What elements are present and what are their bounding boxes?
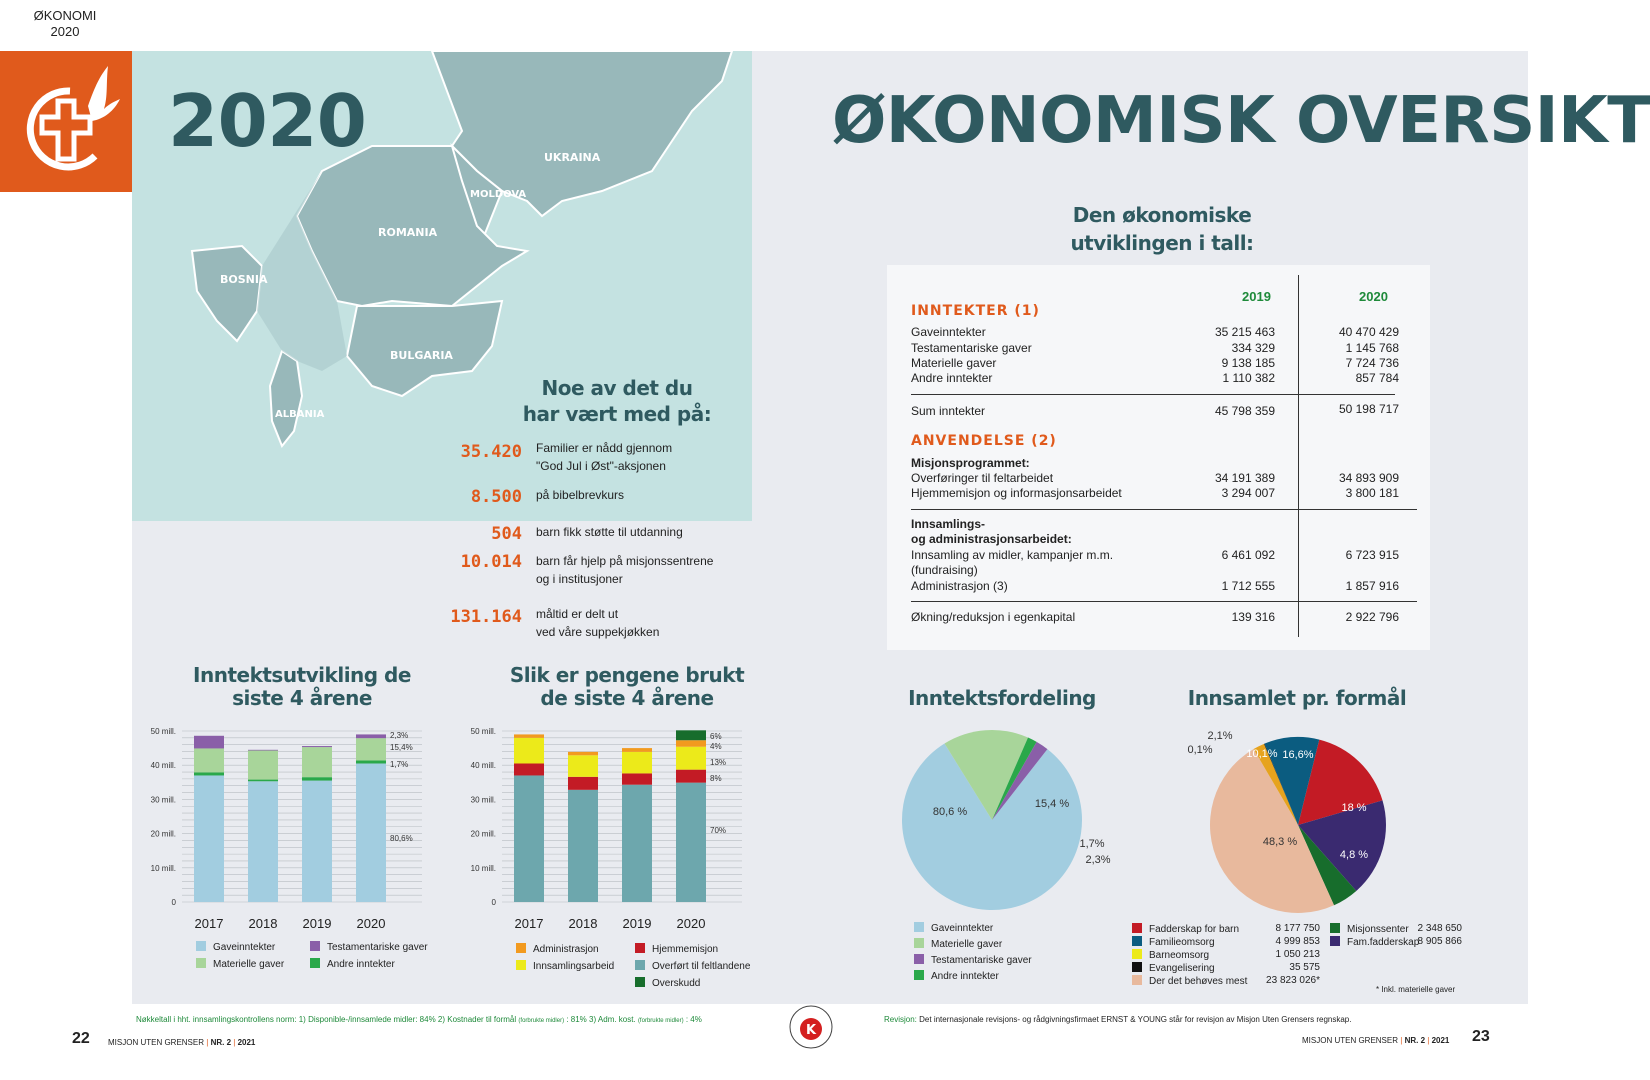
row-value-2020: 1 145 768 (1345, 341, 1399, 355)
magazine-line-right: MISJON UTEN GRENSER | NR. 2 | 2021 (1302, 1036, 1450, 1045)
legend-amount: 8 905 866 (1417, 936, 1462, 947)
row-value-2020: 34 893 909 (1338, 471, 1399, 485)
bar-segment (622, 785, 652, 902)
y-tick-label: 10 mill. (150, 863, 176, 873)
legend-item: Fadderskap for barn (1132, 923, 1239, 935)
row-value-2019: 334 329 (1231, 341, 1275, 355)
divider-line (911, 394, 1395, 395)
legend-item: Andre inntekter (914, 970, 999, 982)
pie2-title: Innsamlet pr. formål (1187, 686, 1407, 710)
income-bar-chart (140, 721, 440, 941)
legend-item: Administrasjon (516, 943, 599, 955)
row-value-2020: 857 784 (1355, 371, 1399, 385)
data-label: 15,4% (390, 743, 413, 752)
data-label: 8% (710, 774, 722, 783)
map-label-albania: ALBANIA (275, 409, 325, 420)
legend-item: Fam.fadderskap (1330, 936, 1419, 948)
map-label-ukraina: UKRAINA (544, 151, 601, 164)
y-tick-label: 10 mill. (470, 863, 496, 873)
section-label-line1: ØKONOMI (33, 8, 97, 23)
x-tick-label: 2020 (356, 916, 386, 931)
spread-background (132, 51, 1650, 1004)
column-divider (1298, 275, 1299, 637)
pie-label: 80,6 % (932, 806, 968, 818)
y-tick-label: 20 mill. (470, 829, 496, 839)
row-label: Overføringer til feltarbeidet (911, 471, 1054, 485)
data-label: 4% (710, 742, 722, 751)
divider-line (911, 601, 1417, 602)
bar-segment (622, 748, 652, 752)
stat-text (536, 552, 713, 588)
stat-text-line2: "God Jul i Øst"-aksjonen (536, 459, 666, 473)
stats-title-line2: har vært med på: (522, 402, 712, 426)
sum-label: Sum inntekter (911, 404, 986, 418)
bar-segment (356, 763, 386, 902)
x-tick-label: 2017 (514, 916, 544, 931)
row-value-2020: 40 470 429 (1338, 325, 1399, 339)
x-tick-label: 2018 (568, 916, 598, 931)
legend-amount: 8 177 750 (1275, 923, 1320, 934)
bar-segment (568, 777, 598, 790)
bar-segment (302, 781, 332, 902)
pie1-title: Inntektsfordeling (908, 686, 1096, 710)
bar-segment (676, 747, 706, 770)
legend-item: Overskudd (635, 977, 700, 989)
row-value-2019: 3 294 007 (1221, 486, 1275, 500)
data-label: 2,3% (390, 731, 409, 740)
bar-segment (356, 734, 386, 738)
spending-bar-chart (460, 721, 760, 941)
legend-item: Innsamlingsarbeid (516, 960, 614, 972)
table-title-line2: utviklingen i tall: (1070, 231, 1254, 255)
magazine-year: 2021 (1431, 1036, 1450, 1045)
financial-table (887, 265, 1430, 650)
row-value-2019: 34 191 389 (1214, 471, 1275, 485)
bar-segment (194, 736, 224, 749)
bar-segment (676, 730, 706, 740)
stat-text (536, 486, 624, 504)
pie-label: 18 % (1341, 802, 1367, 814)
innsamlingskontrollen-badge (788, 1004, 834, 1050)
bar-segment (194, 748, 224, 772)
row-value-2020: 1 857 916 (1345, 579, 1399, 593)
stat-text (536, 523, 683, 541)
row-value-2020: 7 724 736 (1345, 356, 1399, 370)
chart1-title (162, 664, 442, 710)
stat-text-line1: barn får hjelp på misjonssentrene (536, 554, 714, 568)
magazine-line-left: MISJON UTEN GRENSER | NR. 2 | 2021 (108, 1038, 256, 1047)
key-figures-text: : 4% (685, 1015, 702, 1024)
x-tick-label: 2020 (676, 916, 706, 931)
row-value-2019: 35 215 463 (1214, 325, 1275, 339)
chart1-title-line2: siste 4 årene (232, 686, 372, 710)
legend-item: Overført til feltlandene (635, 960, 750, 972)
bar-segment (356, 760, 386, 763)
legend-item: Hjemmemisjon (635, 943, 718, 955)
bar-segment (514, 775, 544, 902)
pie-label: 16,6% (1282, 749, 1314, 761)
revisjon-label: Revisjon: (884, 1015, 917, 1024)
pie-label: 4,8 % (1339, 849, 1369, 861)
stat-text-line1: på bibelbrevkurs (536, 488, 625, 502)
bar-segment (194, 772, 224, 775)
subheading-misjon: Misjonsprogrammet: (911, 456, 1030, 470)
data-label: 70% (710, 826, 727, 835)
subheading-admin: Innsamlings- (911, 517, 986, 531)
table-title-line1: Den økonomiske (1072, 203, 1252, 227)
x-tick-label: 2018 (248, 916, 278, 931)
k-seal-icon (788, 1004, 834, 1050)
stat-text-line2: ved våre suppekjøkken (536, 625, 660, 639)
stat-number: 10.014 (460, 552, 522, 572)
bar-segment (568, 790, 598, 902)
pie-label: 0,1% (1187, 744, 1213, 756)
key-figures-text: Nøkkeltall i hht. innsamlingskontrollens norm: 1) Disponible-/innsamlede midler: 84% 2) Kostnader til formål (136, 1015, 517, 1024)
pie-label: 2,1% (1207, 730, 1233, 742)
legend-item: Materielle gaver (914, 938, 1002, 950)
bar-segment (302, 747, 332, 777)
bar-segment (302, 746, 332, 747)
legend-item: Barneomsorg (1132, 949, 1209, 961)
divider-line (911, 509, 1417, 510)
bar-segment (622, 773, 652, 784)
pie-label: 2,3% (1085, 854, 1111, 866)
y-tick-label: 50 mill. (150, 727, 176, 736)
legend-amount: 4 999 853 (1275, 936, 1320, 947)
pie-label: 10,1% (1246, 748, 1278, 760)
bar-segment (676, 740, 706, 746)
stats-title (502, 375, 732, 427)
bar-segment (622, 752, 652, 774)
income-distribution-pie (892, 715, 1132, 915)
x-tick-label: 2019 (302, 916, 332, 931)
row-label: Hjemmemisjon og informasjonsarbeidet (911, 486, 1122, 500)
page-number-right: 23 (1472, 1028, 1490, 1045)
map-label-bosnia: BOSNIA (220, 273, 268, 286)
bar-segment (194, 775, 224, 902)
sum-value-2020: 50 198 717 (1338, 402, 1399, 416)
revisjon-text: Det internasjonale revisjons- og rådgivningsfirmaet ERNST & YOUNG står for revisjon av Misjon Uten Grensers regnskap. (919, 1015, 1352, 1024)
stat-number: 35.420 (460, 442, 522, 462)
chart2-title (492, 664, 762, 710)
key-figures-text: : 81% 3) Adm. kost. (566, 1015, 636, 1024)
bar-segment (514, 738, 544, 764)
stat-text (536, 439, 672, 475)
legend-item: Der det behøves mest (1132, 975, 1247, 987)
logo-badge (0, 51, 132, 192)
map-label-bulgaria: BULGARIA (390, 349, 453, 362)
row-value-2019: 1 110 382 (1222, 371, 1275, 385)
pie-label: 15,4 % (1034, 798, 1070, 810)
row-label: Testamentariske gaver (911, 341, 1032, 355)
pie-label: 1,7% (1079, 838, 1105, 850)
legend-amount: 2 348 650 (1417, 923, 1462, 934)
equity-value-2020: 2 922 796 (1345, 610, 1399, 624)
stat-text-line2: og i institusjoner (536, 572, 623, 586)
row-label-cont: (fundraising) (911, 563, 978, 577)
bar-segment (676, 783, 706, 902)
bar-segment (568, 755, 598, 777)
y-tick-label: 30 mill. (150, 795, 176, 805)
y-tick-label: 0 (171, 898, 176, 907)
magazine-name: MISJON UTEN GRENSER (108, 1038, 205, 1047)
col-header-2019: 2019 (1242, 289, 1271, 304)
stat-text-line1: måltid er delt ut (536, 607, 619, 621)
sum-value-2019: 45 798 359 (1214, 404, 1275, 418)
y-tick-label: 40 mill. (150, 761, 176, 771)
data-label: 80,6% (390, 834, 413, 843)
bar-segment (248, 750, 278, 779)
legend-amount: 1 050 213 (1275, 949, 1320, 960)
legend-item: Evangelisering (1132, 962, 1215, 974)
stat-text (536, 605, 659, 641)
section-anvendelse: ANVENDELSE (2) (911, 433, 1057, 449)
chart1-title-line1: Inntektsutvikling de (193, 663, 411, 687)
key-figures-small: (forbrukte midler) (637, 1018, 684, 1024)
collected-by-purpose-pie (1172, 715, 1412, 915)
legend-item: Familieomsorg (1132, 936, 1215, 948)
x-tick-label: 2019 (622, 916, 652, 931)
row-label: Innsamling av midler, kampanjer m.m. (911, 548, 1114, 562)
bar-segment (248, 781, 278, 902)
footer-revisjon (884, 1015, 1351, 1024)
section-label (20, 8, 110, 40)
row-value-2019: 9 138 185 (1221, 356, 1275, 370)
table-title (1012, 201, 1312, 257)
stat-number: 8.500 (470, 487, 522, 507)
row-value-2020: 6 723 915 (1345, 548, 1399, 562)
stat-text-line1: barn fikk støtte til utdanning (536, 525, 683, 539)
bar-segment (248, 750, 278, 751)
key-figures-small: (forbrukte midler) (518, 1018, 565, 1024)
row-value-2020: 3 800 181 (1345, 486, 1399, 500)
footnote: * Inkl. materielle gaver (1376, 985, 1456, 994)
bar-segment (568, 752, 598, 755)
y-tick-label: 50 mill. (470, 727, 496, 736)
main-title: ØKONOMISK OVERSIKT (832, 84, 1650, 158)
chart2-title-line1: Slik er pengene brukt (509, 663, 745, 687)
bar-segment (302, 777, 332, 780)
magazine-year: 2021 (237, 1038, 256, 1047)
legend-amount: 23 823 026* (1266, 975, 1320, 986)
equity-value-2019: 139 316 (1231, 610, 1275, 624)
stat-number: 504 (491, 524, 522, 544)
data-label: 13% (710, 758, 727, 767)
equity-label: Økning/reduksjon i egenkapital (911, 610, 1076, 624)
bar-segment (514, 763, 544, 775)
bar-segment (676, 770, 706, 783)
cross-dove-logo-icon (0, 51, 132, 192)
data-label: 6% (710, 732, 722, 741)
legend-item: Misjonssenter (1330, 923, 1409, 935)
row-label: Administrasjon (3) (911, 579, 1008, 593)
map-label-romania: ROMANIA (378, 226, 438, 239)
section-label-line2: 2020 (50, 24, 80, 39)
legend-item: Materielle gaver (196, 958, 284, 970)
stat-text-line1: Familier er nådd gjennom (536, 441, 673, 455)
bar-segment (356, 738, 386, 760)
pie-label: 48,3 % (1262, 836, 1298, 848)
stats-title-line1: Noe av det du (541, 376, 693, 400)
y-tick-label: 30 mill. (470, 795, 496, 805)
bar-segment (248, 780, 278, 782)
chart2-title-line2: de siste 4 årene (540, 686, 714, 710)
y-tick-label: 40 mill. (470, 761, 496, 771)
row-label: Andre inntekter (911, 371, 993, 385)
year-title: 2020 (168, 79, 367, 163)
data-label: 1,7% (390, 760, 409, 769)
row-value-2019: 1 712 555 (1221, 579, 1275, 593)
y-tick-label: 0 (491, 898, 496, 907)
magazine-issue: NR. 2 (210, 1038, 232, 1047)
row-label: Gaveinntekter (911, 325, 986, 339)
legend-item: Gaveinntekter (196, 941, 275, 953)
bar-segment (514, 734, 544, 737)
legend-item: Gaveinntekter (914, 922, 993, 934)
section-inntekter: INNTEKTER (1) (911, 303, 1040, 319)
legend-amount: 35 575 (1289, 962, 1320, 973)
map-label-moldova: MOLDOVA (470, 189, 527, 200)
col-header-2020: 2020 (1359, 289, 1388, 304)
magazine-issue: NR. 2 (1404, 1036, 1426, 1045)
x-tick-label: 2017 (194, 916, 224, 931)
row-label: Materielle gaver (911, 356, 997, 370)
legend-item: Testamentariske gaver (310, 941, 428, 953)
legend-item: Andre inntekter (310, 958, 395, 970)
stat-number: 131.164 (450, 607, 522, 627)
svg-text:K: K (805, 1023, 817, 1038)
subheading-admin-2: og administrasjonsarbeidet: (911, 532, 1072, 546)
row-value-2019: 6 461 092 (1221, 548, 1275, 562)
y-tick-label: 20 mill. (150, 829, 176, 839)
legend-item: Testamentariske gaver (914, 954, 1032, 966)
magazine-name: MISJON UTEN GRENSER (1302, 1036, 1399, 1045)
page-number-left: 22 (72, 1030, 90, 1047)
footer-key-figures (136, 1015, 702, 1024)
